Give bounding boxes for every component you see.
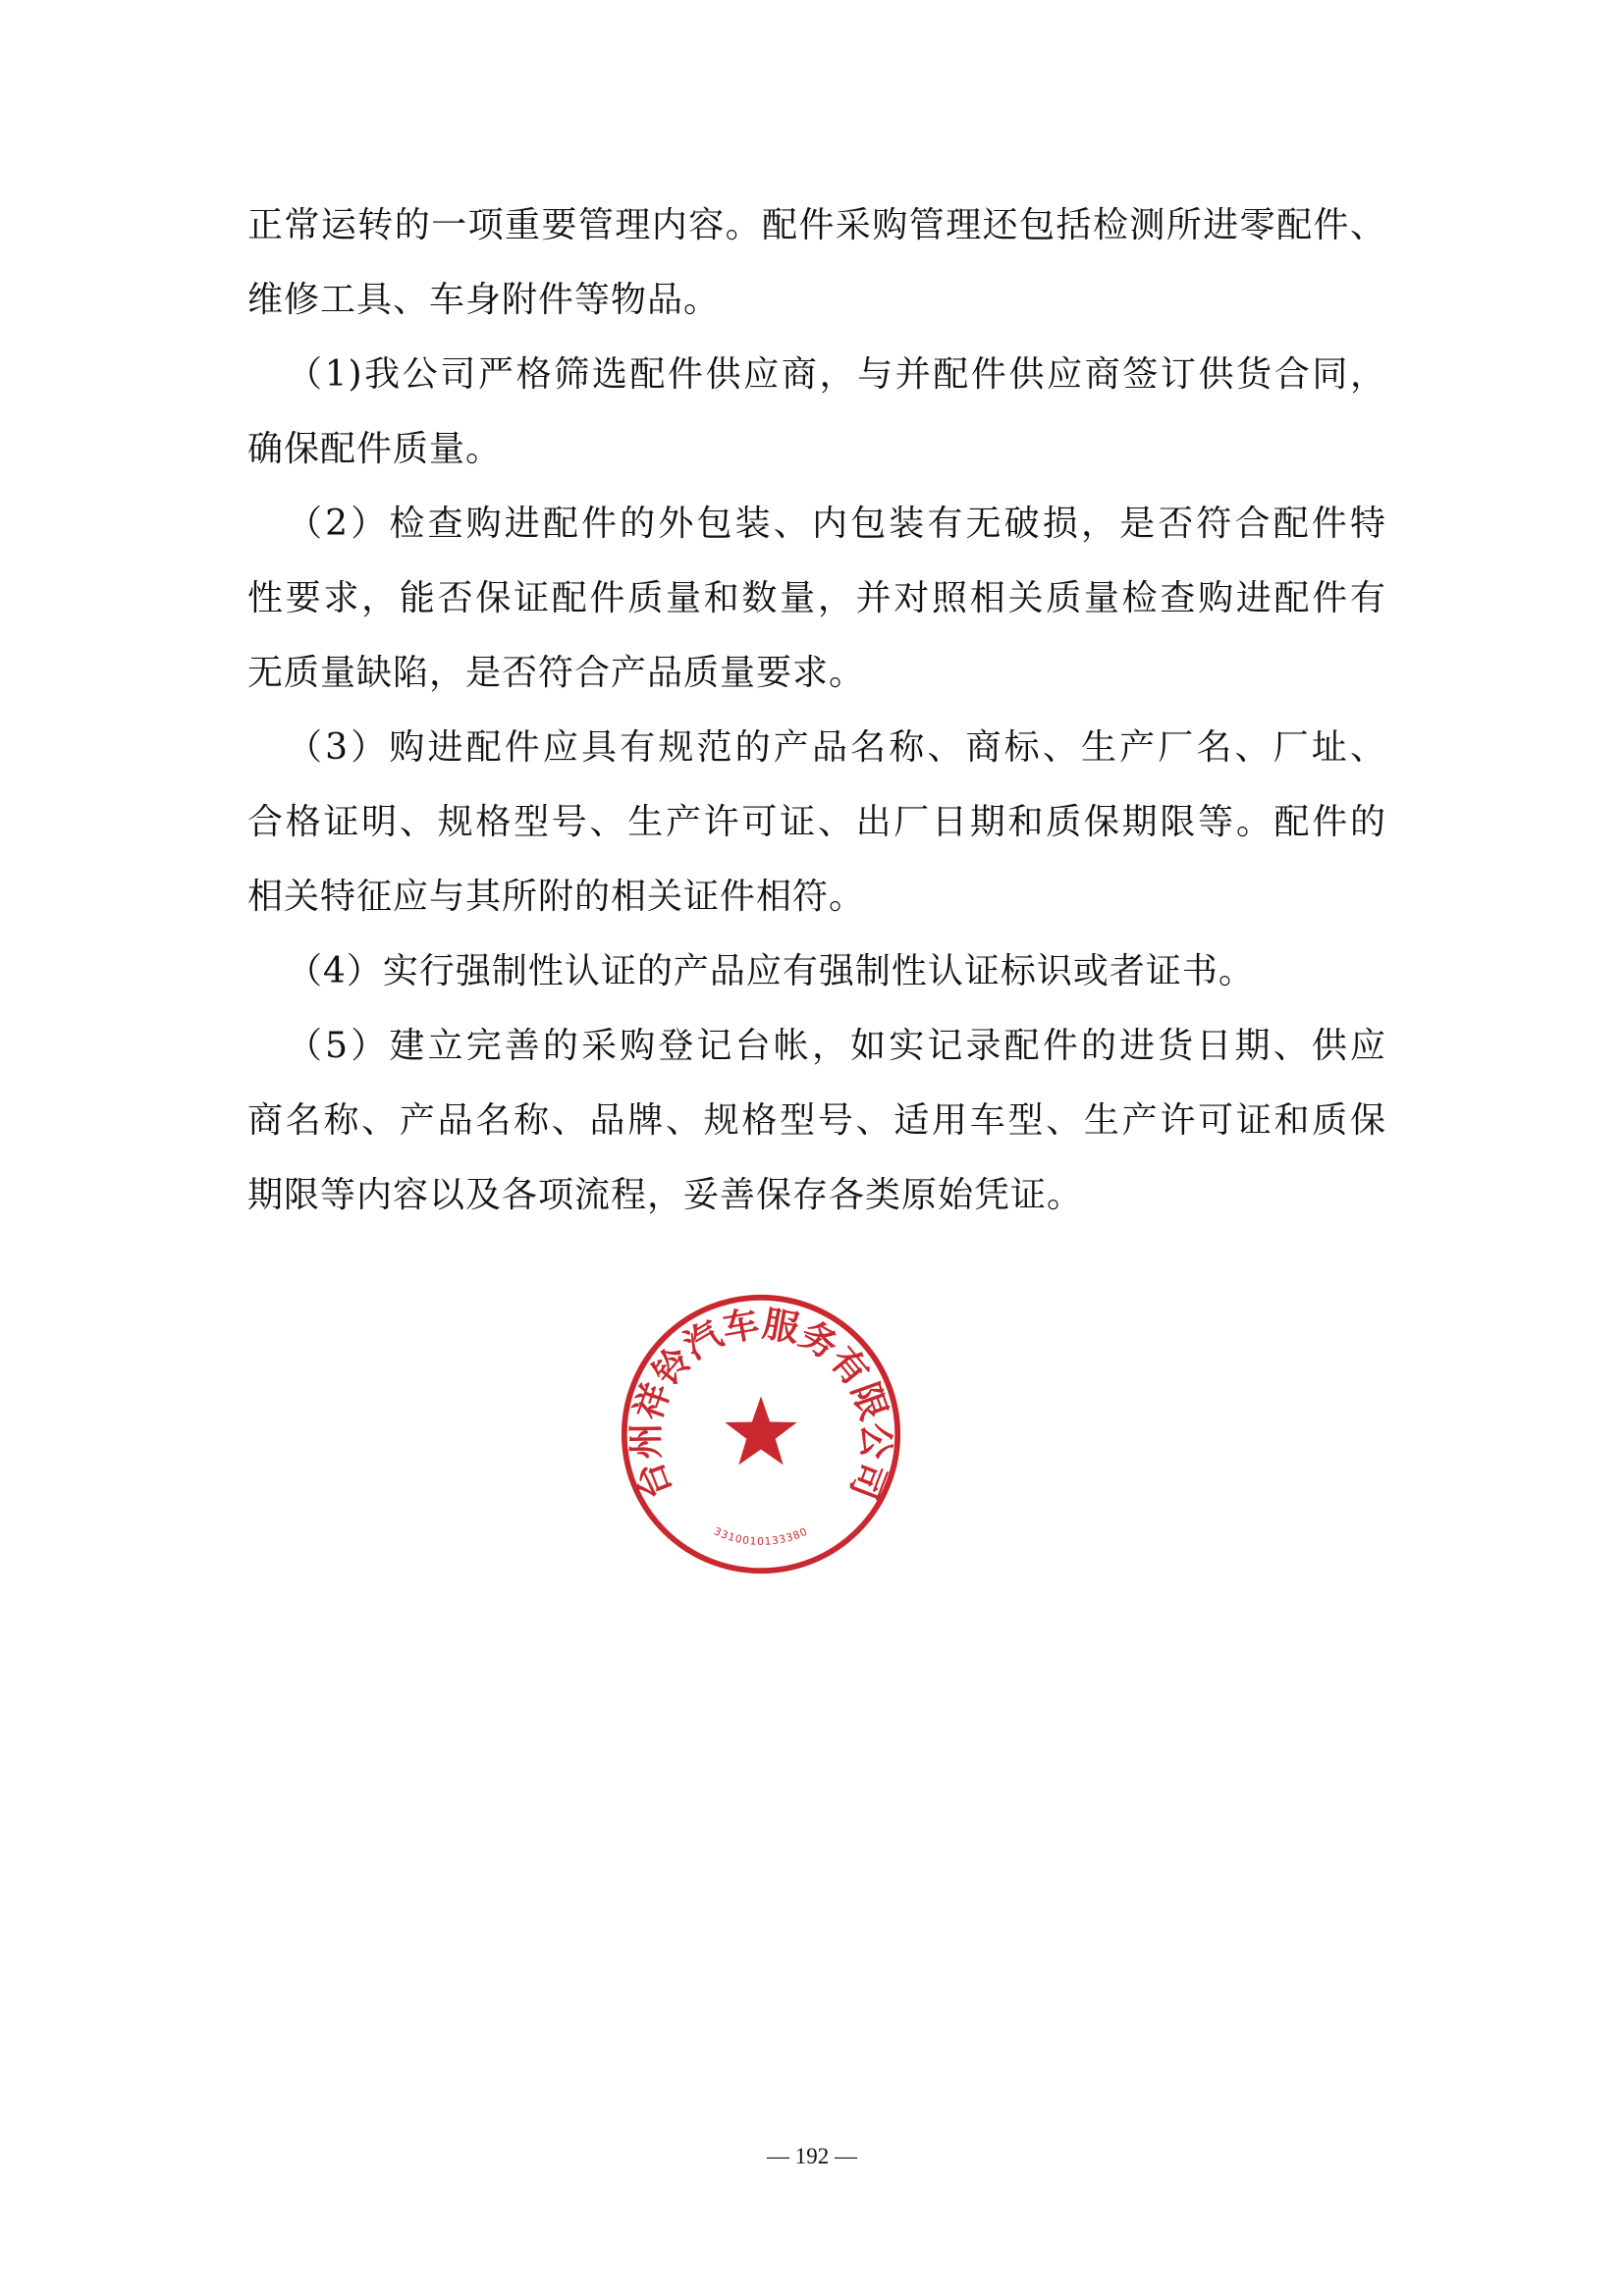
paragraph-line: 合格证明、规格型号、生产许可证、出厂日期和质保期限等。配件的 xyxy=(247,802,1386,842)
seal-registration-code: 3310010133380 xyxy=(712,1524,810,1548)
paragraph-line: （2）检查购进配件的外包装、内包装有无破损，是否符合配件特 xyxy=(287,504,1386,544)
company-seal xyxy=(619,1292,903,1576)
star-icon xyxy=(725,1396,796,1465)
paragraph-line: 正常运转的一项重要管理内容。配件采购管理还包括检测所进零配件、 xyxy=(247,205,1386,245)
paragraph-line: 无质量缺陷，是否符合产品质量要求。 xyxy=(247,653,866,693)
paragraph-line: 相关特征应与其所附的相关证件相符。 xyxy=(247,877,866,917)
paragraph-line: （1)我公司严格筛选配件供应商，与并配件供应商签订供货合同， xyxy=(287,354,1386,395)
page-number: — 192 — xyxy=(767,2144,857,2168)
paragraph-line: （5）建立完善的采购登记台帐，如实记录配件的进货日期、供应 xyxy=(287,1026,1386,1066)
paragraph-line: 性要求，能否保证配件质量和数量，并对照相关质量检查购进配件有 xyxy=(247,578,1386,618)
paragraph-line: 维修工具、车身附件等物品。 xyxy=(247,280,721,320)
paragraph-line: 商名称、产品名称、品牌、规格型号、适用车型、生产许可证和质保 xyxy=(247,1100,1386,1141)
paragraph-line: （3）购进配件应具有规范的产品名称、商标、生产厂名、厂址、 xyxy=(287,727,1386,768)
paragraph-line: （4）实行强制性认证的产品应有强制性认证标识或者证书。 xyxy=(287,951,1255,991)
seal-company-name: 台州祥铃汽车服务有限公司 xyxy=(624,1302,897,1506)
paragraph-line: 期限等内容以及各项流程，妥善保存各类原始凭证。 xyxy=(247,1175,1084,1215)
paragraph-line: 确保配件质量。 xyxy=(247,429,503,469)
body-text xyxy=(247,188,1386,1233)
